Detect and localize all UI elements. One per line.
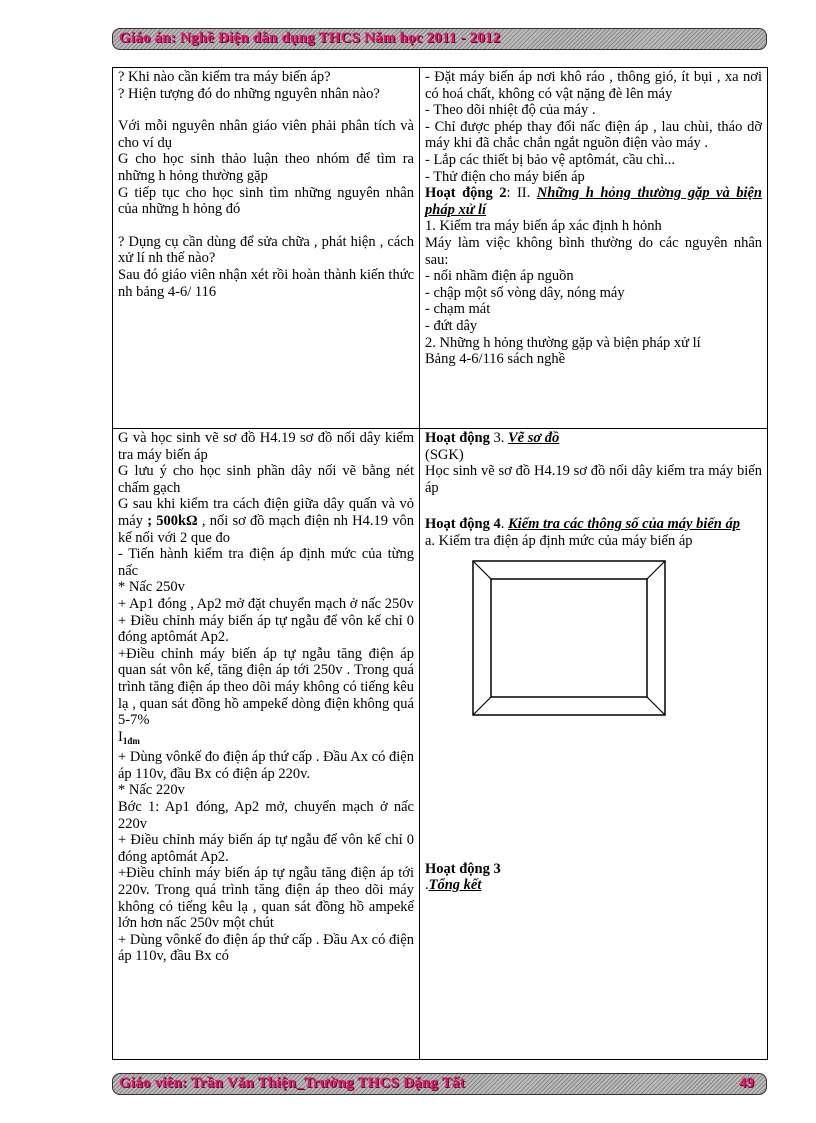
row1-right-cell bbox=[419, 67, 768, 429]
transformer-frame-diagram bbox=[472, 560, 666, 716]
frame-corner-line bbox=[647, 561, 665, 579]
activity4-title: Kiểm tra các thông số của máy biến áp bbox=[508, 516, 740, 533]
page-number: 49 bbox=[739, 1075, 754, 1091]
row1-right-line: - Lắp các thiết bị bảo vệ aptômát, cầu chì... bbox=[425, 151, 676, 168]
row1-right-line: - chập một số vòng dây, nóng máy bbox=[425, 284, 625, 301]
ohm-text-before: G sau khi kiểm tra cách điện giữa dây quấn và vỏ máy bbox=[118, 496, 414, 529]
row1-left-line: ? Dụng cụ cần dùng để sửa chữa , phát hiện , cách xử lí nh thế nào? bbox=[118, 233, 414, 267]
activity4-sep: . bbox=[500, 516, 508, 533]
row2-left-line: +Điều chỉnh máy biến áp tự ngẫu tăng điện áp quan sát vôn kế, tăng điện áp tới 250v . Trong quá trình tăng điện áp theo dõi máy không có tiếng kêu lạ , quan sát đồng hồ ampekế dòng điện không quá 5-7% bbox=[118, 645, 414, 729]
activity2-title: Những h hỏng thường gặp và biện pháp xử lí bbox=[425, 185, 763, 218]
current-symbol-line bbox=[118, 729, 414, 750]
summary-label: Hoạt động 3 bbox=[425, 860, 501, 877]
summary-title: Tổng kết bbox=[428, 877, 482, 894]
row1-right-line: - Theo dõi nhiệt độ của máy . bbox=[425, 102, 596, 119]
row2-left-line: * Nấc 220v bbox=[118, 782, 185, 799]
row2-left-ohm-line bbox=[118, 496, 414, 546]
row2-left-line: + Điều chỉnh máy biến áp tự ngẫu để vôn kế chỉ 0 đóng aptômát Ap2. bbox=[118, 832, 414, 865]
row1-left-cell bbox=[112, 67, 420, 429]
row1-left-line: ? Khi nào cần kiểm tra máy biến áp? bbox=[118, 69, 331, 85]
activity3-sgk: (SGK) bbox=[425, 446, 464, 463]
activity4-body: a. Kiểm tra điện áp định mức của máy biến áp bbox=[425, 532, 693, 549]
row1-right-line: Máy làm việc không bình thường do các nguyên nhân sau: bbox=[425, 234, 762, 268]
header-banner bbox=[112, 28, 767, 50]
row2-left-line: + Dùng vônkế đo điện áp thứ cấp . Đầu Ax có điện áp 110v, đầu Bx có điện áp 220v. bbox=[118, 749, 414, 782]
row2-right-cell bbox=[419, 428, 768, 1060]
current-symbol: I bbox=[118, 728, 123, 745]
frame-corner-line bbox=[473, 561, 491, 579]
activity3-label: Hoạt động bbox=[425, 430, 490, 446]
activity4-heading bbox=[425, 516, 762, 533]
activity2-heading bbox=[425, 185, 762, 218]
row1-left-line: Sau đó giáo viên nhận xét rồi hoàn thành kiến thức nh bảng 4-6/ 116 bbox=[118, 266, 414, 300]
row2-left-line: + Dùng vônkế đo điện áp thứ cấp . Đầu Ax có điện áp 110v, đầu Bx có bbox=[118, 931, 414, 965]
frame-outer bbox=[473, 561, 665, 715]
activity3-body: Học sinh vẽ sơ đồ H4.19 sơ đồ nối dây kiểm tra máy biến áp bbox=[425, 463, 762, 496]
row1-left-line: ? Hiện tượng đó do những nguyên nhân nào? bbox=[118, 85, 380, 102]
summary-title-line bbox=[425, 877, 762, 894]
row1-left-line: G tiếp tục cho học sinh tìm những nguyên nhân của những h hỏng đó bbox=[118, 184, 414, 218]
row2-left-line: +Điều chỉnh máy biến áp tự ngẫu tăng điện áp tới 220v. Trong quá trình tăng điện áp theo dõi máy không có tiếng kêu lạ , quan sát đồng hồ ampekế lớn hơn nấc 250v một chút bbox=[118, 865, 414, 932]
row2-left-line: * Nấc 250v bbox=[118, 579, 185, 596]
activity3-title: Vẽ sơ đồ bbox=[508, 430, 560, 446]
row1-right-line: - đứt dây bbox=[425, 317, 478, 334]
header-text: Giáo án: Nghề Điện dân dụng THCS Năm học 2011 - 2012 bbox=[119, 30, 501, 46]
row1-right-line: 1. Kiểm tra máy biến áp xác định h hỏnh bbox=[425, 218, 662, 235]
row1-right-line: - Chỉ được phép thay đổi nấc điện áp , lau chùi, tháo dỡ máy khi đã chắc chắn ngắt nguồn điện vào máy . bbox=[425, 118, 762, 152]
summary-heading bbox=[425, 861, 762, 878]
row2-left-line: G và học sinh vẽ sơ đồ H4.19 sơ đồ nối dây kiểm tra máy biến áp bbox=[118, 430, 414, 463]
row1-right-line: - chạm mát bbox=[425, 301, 491, 318]
row1-left-line: G cho học sinh thảo luận theo nhóm để tìm ra những h hỏng thường gặp bbox=[118, 151, 414, 184]
row1-right-line: 2. Những h hỏng thường gặp và biện pháp xử lí bbox=[425, 334, 701, 351]
ohm-text-after: , nối sơ đồ mạch điện nh H4.19 vôn kế nối với 2 que đo bbox=[118, 512, 414, 546]
row1-right-line: Bảng 4-6/116 sách nghề bbox=[425, 351, 566, 368]
row1-right-line: - Đặt máy biến áp nơi khô ráo , thông gió, ít bụi , xa nơi có hoá chất, không có vật nặng đè lên máy bbox=[425, 69, 762, 102]
frame-corner-line bbox=[647, 697, 665, 715]
insulation-value: ; 500kΩ bbox=[147, 512, 198, 529]
current-subscript: 1đm bbox=[122, 735, 140, 746]
row1-right-line: - nối nhầm điện áp nguồn bbox=[425, 268, 574, 285]
row2-left-line: G lưu ý cho học sinh phần dây nối vẽ bằng nét chấm gạch bbox=[118, 463, 414, 496]
activity4-label: Hoạt động 4 bbox=[425, 516, 501, 533]
activity2-roman: : II. bbox=[506, 185, 537, 202]
row2-left-line: Bớc 1: Ap1 đóng, Ap2 mở, chuyển mạch ở nấc 220v bbox=[118, 799, 414, 832]
row1-left-line: Với mỗi nguyên nhân giáo viên phải phân tích và cho ví dụ bbox=[118, 118, 414, 151]
activity2-label: Hoạt động 2 bbox=[425, 185, 507, 202]
footer-banner bbox=[112, 1073, 767, 1095]
summary-dot: . bbox=[425, 877, 429, 894]
row2-left-cell bbox=[112, 428, 420, 1060]
activity3-heading bbox=[425, 430, 762, 447]
row2-left-line: - Tiến hành kiểm tra điện áp định mức của từng nấc bbox=[118, 546, 414, 579]
frame-inner bbox=[491, 579, 647, 697]
footer-text: Giáo viên: Trần Văn Thiện_Trường THCS Đặng Tất bbox=[119, 1075, 465, 1091]
frame-corner-line bbox=[473, 697, 491, 715]
row2-left-line: + Điều chỉnh máy biến áp tự ngẫu để vôn kế chỉ 0 đóng aptômát Ap2. bbox=[118, 612, 414, 646]
activity3-number: 3. bbox=[489, 430, 508, 446]
row1-right-line: - Thử điện cho máy biến áp bbox=[425, 168, 585, 185]
row2-left-line: + Ap1 đóng , Ap2 mở đặt chuyển mạch ở nấc 250v bbox=[118, 595, 414, 612]
